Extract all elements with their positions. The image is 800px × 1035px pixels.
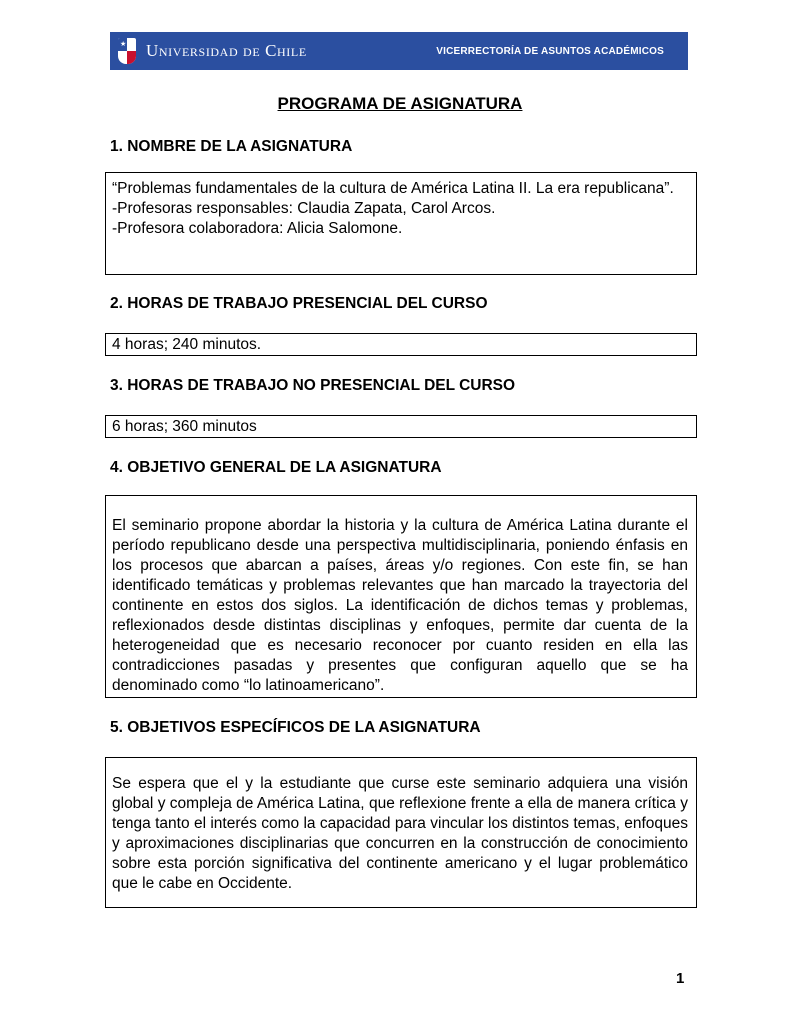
presential-hours: 4 horas; 240 minutos. (112, 336, 262, 353)
collaborating-professor: -Profesora colaboradora: Alicia Salomone. (112, 220, 403, 237)
section-5-box (105, 757, 697, 908)
non-presential-hours: 6 horas; 360 minutos (112, 418, 257, 435)
section-4-heading: 4. OBJETIVO GENERAL DE LA ASIGNATURA (110, 459, 442, 476)
university-shield-icon: ★ (118, 38, 136, 64)
section-2-heading: 2. HORAS DE TRABAJO PRESENCIAL DEL CURSO (110, 295, 488, 312)
specific-objectives-text: Se espera que el y la estudiante que curse este seminario adquiera una visión global y compleja de América Latina, que reflexione frente a ella de manera crítica y tenga tanto el interés como la capacidad para vincular los distintos temas, enfoques y aproximaciones disciplinarias que concurren en la construcción de conocimiento sobre esta porción significativa del continente americano y el lugar problemático que le cabe en Occidente. (112, 775, 688, 892)
section-1-heading: 1. NOMBRE DE LA ASIGNATURA (110, 138, 353, 155)
page-number: 1 (676, 970, 685, 987)
university-name: Universidad de Chile (146, 41, 307, 60)
section-1-box (105, 172, 697, 275)
vicerrectoria-label: VICERRECTORÍA DE ASUNTOS ACADÉMICOS (436, 45, 664, 57)
course-name: “Problemas fundamentales de la cultura de América Latina II. La era republicana”. (112, 180, 674, 197)
section-2-box (105, 333, 697, 356)
responsible-professors: -Profesoras responsables: Claudia Zapata, Carol Arcos. (112, 200, 496, 217)
section-4-box (105, 495, 697, 698)
section-5-heading: 5. OBJETIVOS ESPECÍFICOS DE LA ASIGNATURA (110, 719, 481, 736)
section-3-heading: 3. HORAS DE TRABAJO NO PRESENCIAL DEL CURSO (110, 377, 516, 394)
general-objective-text: El seminario propone abordar la historia y la cultura de América Latina durante el período republicano desde una perspectiva multidisciplinaria, poniendo énfasis en los procesos que abarcan a países, áreas y/o regiones. Con este fin, se han identificado temáticas y problemas relevantes que han marcado la trayectoria del continente en estos dos siglos. La identificación de dichos temas y problemas, reflexionados desde distintas disciplinas y enfoques, permite dar cuenta de la heterogeneidad que es necesario reconocer por cuanto residen en ella las contradicciones pasadas y presentes que configuran aquello que se ha denominado como “lo latinoamericano”. (112, 517, 688, 694)
page-title: PROGRAMA DE ASIGNATURA (277, 94, 523, 113)
header-banner (110, 32, 688, 70)
section-3-box (105, 415, 697, 438)
